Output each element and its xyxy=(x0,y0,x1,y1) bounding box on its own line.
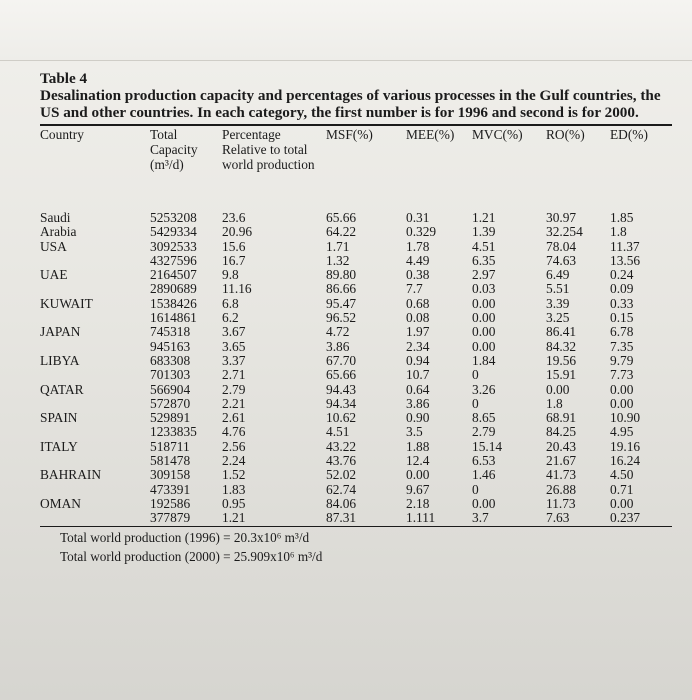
cell-mee: 0.94 xyxy=(406,352,430,368)
cell-ed: 13.56 xyxy=(610,252,641,268)
header-msf: MSF(%) xyxy=(326,127,373,142)
cell-msf: 43.76 xyxy=(326,453,357,469)
cell-pct: 2.79 xyxy=(222,381,246,397)
cell-msf: 94.34 xyxy=(326,395,357,411)
cell-pct: 11.16 xyxy=(222,281,252,297)
cell-mee: 1.88 xyxy=(406,438,430,454)
cell-ed: 0.237 xyxy=(610,510,641,526)
cell-ed: 7.35 xyxy=(610,338,634,354)
cell-mee: 3.5 xyxy=(406,424,423,440)
header-total-capacity: Total Capacity (m³/d) xyxy=(150,127,198,172)
cell-msf: 65.66 xyxy=(326,367,357,383)
header-row xyxy=(40,126,672,211)
table-row xyxy=(40,497,672,511)
table-row xyxy=(40,454,672,468)
cell-mvc: 1.39 xyxy=(472,224,496,240)
table-row xyxy=(40,511,672,525)
cell-ro: 74.63 xyxy=(546,252,577,268)
cell-ro: 41.73 xyxy=(546,467,577,483)
cell-msf: 43.22 xyxy=(326,438,357,454)
table-row xyxy=(40,268,672,282)
cell-ed: 0.33 xyxy=(610,295,634,311)
header-mee: MEE(%) xyxy=(406,127,455,142)
cell-ed: 16.24 xyxy=(610,453,641,469)
cell-pct: 2.24 xyxy=(222,453,246,469)
table-row xyxy=(40,311,672,325)
cell-pct: 1.83 xyxy=(222,481,246,497)
cell-mee: 2.18 xyxy=(406,495,430,511)
cell-pct: 2.56 xyxy=(222,438,246,454)
cell-msf: 4.51 xyxy=(326,424,350,440)
cell-ro: 84.32 xyxy=(546,338,577,354)
cell-msf: 65.66 xyxy=(326,210,357,225)
cell-ro: 11.73 xyxy=(546,495,576,511)
cell-mee: 1.97 xyxy=(406,324,430,340)
cell-country: ITALY xyxy=(40,438,78,454)
cell-country: SPAIN xyxy=(40,410,78,426)
cell-pct: 15.6 xyxy=(222,238,246,254)
table-row xyxy=(40,411,672,425)
cell-mvc: 0.00 xyxy=(472,324,496,340)
cell-ed: 1.8 xyxy=(610,224,627,240)
cell-ed: 0.15 xyxy=(610,310,634,326)
cell-country: UAE xyxy=(40,267,68,283)
cell-ed: 9.79 xyxy=(610,352,634,368)
cell-total: 745318 xyxy=(150,324,191,340)
table-row xyxy=(40,383,672,397)
cell-country xyxy=(40,511,150,525)
cell-pct: 1.52 xyxy=(222,467,246,483)
table-row xyxy=(40,211,672,225)
footnote-1996: Total world production (1996) = 20.3x10⁶ m³/d xyxy=(60,529,310,545)
cell-msf: 3.86 xyxy=(326,338,350,354)
table-row xyxy=(40,397,672,411)
cell-total: 4327596 xyxy=(150,252,197,268)
cell-country xyxy=(40,340,150,354)
cell-mvc: 2.79 xyxy=(472,424,496,440)
cell-country: Saudi xyxy=(40,210,71,225)
cell-ro: 3.25 xyxy=(546,310,570,326)
cell-pct: 9.8 xyxy=(222,267,239,283)
cell-ro: 86.41 xyxy=(546,324,577,340)
cell-country xyxy=(40,425,150,439)
cell-mee: 9.67 xyxy=(406,481,430,497)
cell-mvc: 0 xyxy=(472,481,479,497)
cell-pct: 20.96 xyxy=(222,224,253,240)
cell-country: QATAR xyxy=(40,381,84,397)
cell-msf: 87.31 xyxy=(326,510,357,526)
header-mvc: MVC(%) xyxy=(472,127,523,142)
cell-mvc: 1.46 xyxy=(472,467,496,483)
cell-ed: 0.71 xyxy=(610,481,634,497)
cell-country xyxy=(40,397,150,411)
cell-ed: 0.00 xyxy=(610,381,634,397)
cell-country: Arabia xyxy=(40,224,77,240)
cell-msf: 64.22 xyxy=(326,224,357,240)
cell-ed: 0.24 xyxy=(610,267,634,283)
table-row xyxy=(40,440,672,454)
cell-mvc: 6.35 xyxy=(472,252,496,268)
cell-total: 309158 xyxy=(150,467,191,483)
cell-ed: 19.16 xyxy=(610,438,641,454)
cell-ed: 4.95 xyxy=(610,424,634,440)
cell-mvc: 3.7 xyxy=(472,510,489,526)
cell-total: 192586 xyxy=(150,495,191,511)
header-country: Country xyxy=(40,127,84,142)
table-body xyxy=(40,211,672,526)
cell-mvc: 4.51 xyxy=(472,238,496,254)
cell-mee: 0.00 xyxy=(406,467,430,483)
cell-msf: 10.62 xyxy=(326,410,357,426)
cell-pct: 2.71 xyxy=(222,367,246,383)
cell-mee: 7.7 xyxy=(406,281,423,297)
table-row xyxy=(40,325,672,339)
cell-mvc: 0 xyxy=(472,367,479,383)
cell-total: 1538426 xyxy=(150,295,197,311)
cell-mee: 1.78 xyxy=(406,238,430,254)
cell-ed: 7.73 xyxy=(610,367,634,383)
cell-mee: 10.7 xyxy=(406,367,430,383)
cell-total: 377879 xyxy=(150,510,191,526)
cell-ro: 19.56 xyxy=(546,352,577,368)
cell-msf: 1.71 xyxy=(326,238,350,254)
cell-ro: 7.63 xyxy=(546,510,570,526)
cell-mee: 3.86 xyxy=(406,395,430,411)
table-row xyxy=(40,254,672,268)
table-row xyxy=(40,340,672,354)
desalination-table xyxy=(40,126,672,526)
cell-msf: 4.72 xyxy=(326,324,350,340)
cell-ro: 84.25 xyxy=(546,424,577,440)
cell-mvc: 6.53 xyxy=(472,453,496,469)
cell-pct: 3.67 xyxy=(222,324,246,340)
cell-total: 1233835 xyxy=(150,424,197,440)
cell-total: 572870 xyxy=(150,395,191,411)
cell-mee: 1.111 xyxy=(406,510,436,526)
cell-total: 2890689 xyxy=(150,281,197,297)
cell-total: 529891 xyxy=(150,410,191,426)
cell-mvc: 2.97 xyxy=(472,267,496,283)
cell-ro: 78.04 xyxy=(546,238,577,254)
cell-ed: 4.50 xyxy=(610,467,634,483)
cell-mvc: 0.00 xyxy=(472,310,496,326)
cell-msf: 1.32 xyxy=(326,252,350,268)
cell-msf: 52.02 xyxy=(326,467,357,483)
table-row xyxy=(40,297,672,311)
cell-ro: 6.49 xyxy=(546,267,570,283)
cell-mee: 0.329 xyxy=(406,224,437,240)
cell-pct: 3.37 xyxy=(222,352,246,368)
cell-total: 473391 xyxy=(150,481,191,497)
cell-mee: 0.68 xyxy=(406,295,430,311)
cell-country: OMAN xyxy=(40,495,81,511)
cell-pct: 6.8 xyxy=(222,295,239,311)
cell-total: 581478 xyxy=(150,453,191,469)
table-row xyxy=(40,368,672,382)
table-row xyxy=(40,240,672,254)
cell-country: KUWAIT xyxy=(40,295,93,311)
table-row xyxy=(40,483,672,497)
page-top-margin xyxy=(0,0,692,61)
cell-mvc: 1.84 xyxy=(472,352,496,368)
cell-ro: 68.91 xyxy=(546,410,577,426)
cell-ro: 5.51 xyxy=(546,281,570,297)
cell-total: 683308 xyxy=(150,352,191,368)
cell-country xyxy=(40,311,150,325)
header-percentage: Percentage Relative to total world production xyxy=(222,127,315,172)
cell-ed: 0.00 xyxy=(610,395,634,411)
table-label: Table 4 xyxy=(40,70,88,87)
cell-total: 701303 xyxy=(150,367,191,383)
cell-country: LIBYA xyxy=(40,352,80,368)
cell-mee: 0.31 xyxy=(406,210,430,225)
cell-mvc: 0.00 xyxy=(472,338,496,354)
cell-ro: 0.00 xyxy=(546,381,570,397)
cell-mee: 4.49 xyxy=(406,252,430,268)
cell-ed: 1.85 xyxy=(610,210,634,225)
cell-ro: 3.39 xyxy=(546,295,570,311)
cell-mvc: 15.14 xyxy=(472,438,503,454)
cell-pct: 2.21 xyxy=(222,395,246,411)
cell-total: 945163 xyxy=(150,338,191,354)
cell-total: 5253208 xyxy=(150,210,197,225)
table-row xyxy=(40,354,672,368)
bottom-rule xyxy=(40,526,672,527)
cell-ro: 15.91 xyxy=(546,367,577,383)
table-row xyxy=(40,282,672,296)
cell-msf: 89.80 xyxy=(326,267,357,283)
cell-country xyxy=(40,368,150,382)
cell-msf: 62.74 xyxy=(326,481,357,497)
cell-mvc: 0.00 xyxy=(472,295,496,311)
cell-pct: 6.2 xyxy=(222,310,239,326)
table-row xyxy=(40,468,672,482)
header-ro: RO(%) xyxy=(546,127,585,142)
cell-ro: 32.254 xyxy=(546,224,583,240)
cell-mvc: 3.26 xyxy=(472,381,496,397)
footnote-2000: Total world production (2000) = 25.909x10⁶ m³/d xyxy=(60,549,323,565)
cell-total: 3092533 xyxy=(150,238,197,254)
cell-ro: 20.43 xyxy=(546,438,577,454)
cell-ed: 0.09 xyxy=(610,281,634,297)
cell-country: JAPAN xyxy=(40,324,81,340)
cell-mvc: 0.00 xyxy=(472,495,496,511)
cell-country: USA xyxy=(40,238,67,254)
cell-mee: 0.64 xyxy=(406,381,430,397)
cell-msf: 95.47 xyxy=(326,295,357,311)
cell-ro: 26.88 xyxy=(546,481,577,497)
cell-ed: 10.90 xyxy=(610,410,641,426)
cell-mvc: 0.03 xyxy=(472,281,496,297)
cell-pct: 2.61 xyxy=(222,410,246,426)
cell-pct: 23.6 xyxy=(222,210,246,225)
cell-total: 1614861 xyxy=(150,310,197,326)
table-block xyxy=(40,70,680,566)
cell-pct: 1.21 xyxy=(222,510,246,526)
cell-total: 518711 xyxy=(150,438,190,454)
cell-msf: 84.06 xyxy=(326,495,357,511)
cell-pct: 0.95 xyxy=(222,495,246,511)
cell-mee: 0.08 xyxy=(406,310,430,326)
cell-country: BAHRAIN xyxy=(40,467,102,483)
cell-total: 5429334 xyxy=(150,224,197,240)
header-ed: ED(%) xyxy=(610,127,648,142)
cell-country xyxy=(40,254,150,268)
table-row xyxy=(40,225,672,239)
cell-ro: 1.8 xyxy=(546,395,563,411)
cell-mvc: 1.21 xyxy=(472,210,496,225)
cell-mee: 12.4 xyxy=(406,453,430,469)
cell-ro: 30.97 xyxy=(546,210,577,225)
table-caption: Desalination production capacity and percentages of various processes in the Gulf countries, the US and other countries. In each category, the first number is for 1996 and second is for 2000. xyxy=(40,87,661,121)
cell-mvc: 8.65 xyxy=(472,410,496,426)
cell-ed: 0.00 xyxy=(610,495,634,511)
cell-mee: 0.90 xyxy=(406,410,430,426)
cell-mvc: 0 xyxy=(472,395,479,411)
cell-ro: 21.67 xyxy=(546,453,577,469)
cell-country xyxy=(40,282,150,296)
cell-pct: 3.65 xyxy=(222,338,246,354)
cell-pct: 16.7 xyxy=(222,252,246,268)
cell-mee: 2.34 xyxy=(406,338,430,354)
cell-mee: 0.38 xyxy=(406,267,430,283)
cell-msf: 94.43 xyxy=(326,381,357,397)
cell-ed: 11.37 xyxy=(610,238,640,254)
cell-ed: 6.78 xyxy=(610,324,634,340)
cell-msf: 86.66 xyxy=(326,281,357,297)
table-row xyxy=(40,425,672,439)
cell-country xyxy=(40,454,150,468)
cell-total: 566904 xyxy=(150,381,191,397)
cell-country xyxy=(40,483,150,497)
cell-pct: 4.76 xyxy=(222,424,246,440)
cell-msf: 96.52 xyxy=(326,310,357,326)
cell-total: 2164507 xyxy=(150,267,197,283)
cell-msf: 67.70 xyxy=(326,352,357,368)
